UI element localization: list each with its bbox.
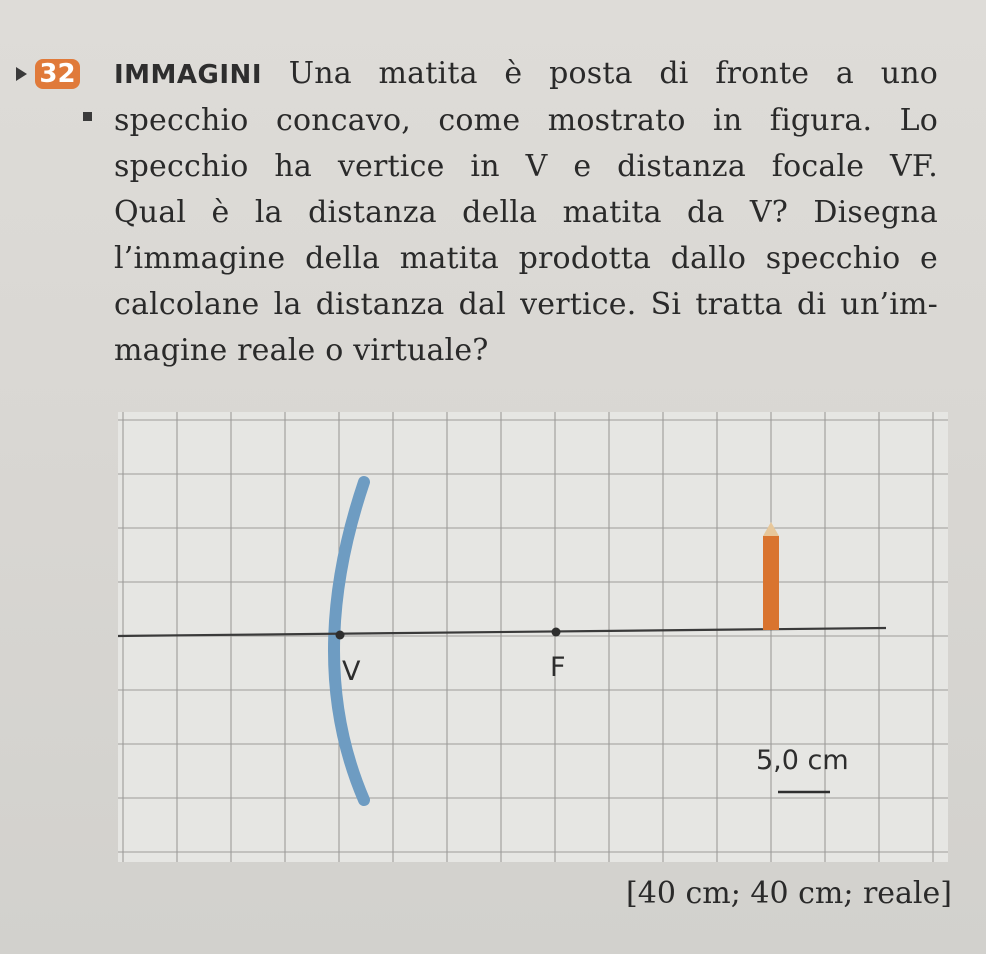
focus-point bbox=[552, 628, 561, 637]
problem-line-4: Qual è la distanza della matita da V? Disegna bbox=[114, 195, 938, 230]
problem-line-1: IMMAGINI Una matita è posta di fronte a uno bbox=[114, 56, 938, 91]
focus-label: F bbox=[550, 652, 566, 683]
mirror-diagram bbox=[118, 412, 948, 862]
exercise-number-badge: 32 bbox=[35, 59, 80, 89]
problem-line-5: l’immagine della matita prodotta dallo specchio e bbox=[114, 241, 938, 276]
square-bullet-icon bbox=[83, 112, 92, 121]
topic-tag: IMMAGINI bbox=[114, 60, 262, 90]
pencil-object bbox=[763, 522, 779, 630]
vertex-label: V bbox=[342, 656, 361, 687]
problem-line-7: magine reale o virtuale? bbox=[114, 333, 489, 368]
vertex-point bbox=[336, 631, 345, 640]
answer-key: [40 cm; 40 cm; reale] bbox=[626, 876, 952, 911]
scale-label: 5,0 cm bbox=[756, 745, 849, 776]
triangle-bullet-icon bbox=[16, 67, 27, 81]
problem-line-3: specchio ha vertice in V e distanza focale VF. bbox=[114, 149, 938, 184]
problem-line-6: calcolane la distanza dal vertice. Si tratta di un’im- bbox=[114, 287, 938, 322]
problem-line-2: specchio concavo, come mostrato in figura. Lo bbox=[114, 103, 938, 138]
problem-statement bbox=[114, 51, 938, 374]
pencil-body bbox=[763, 536, 779, 630]
grid-background bbox=[118, 412, 948, 862]
